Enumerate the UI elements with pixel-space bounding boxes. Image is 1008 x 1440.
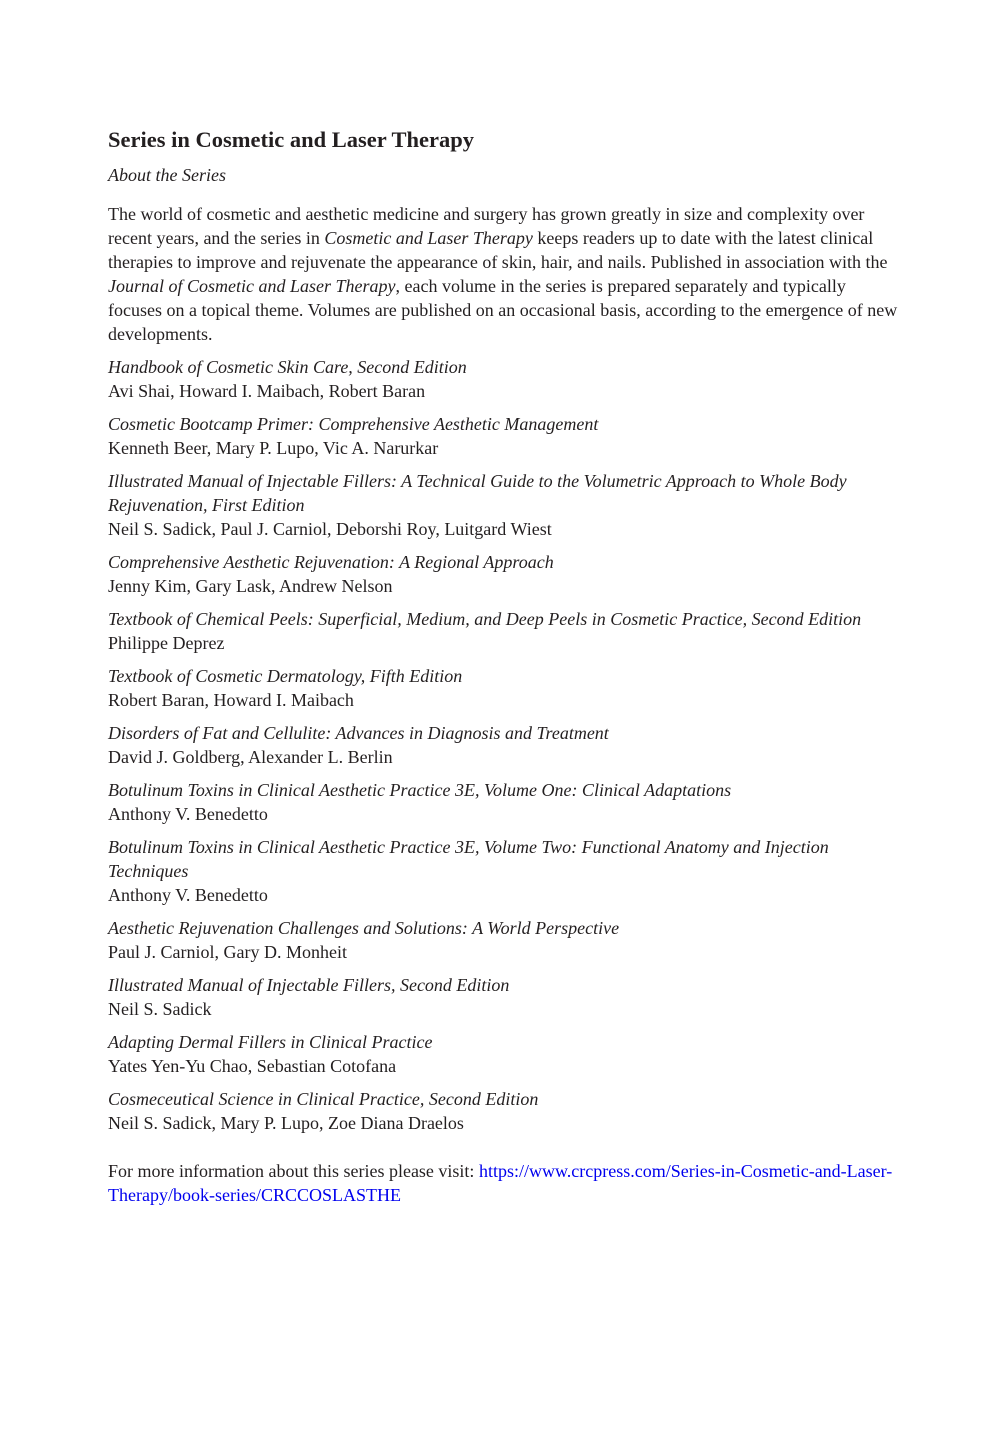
intro-text-3: , each volume in the series is prepared separately and typically focuses on a topical theme. Volumes are published on an occasional basis, according to the emergence of new developments.: [108, 276, 898, 344]
book-title: Disorders of Fat and Cellulite: Advances in Diagnosis and Treatment: [108, 723, 609, 743]
book-list: [108, 355, 903, 1135]
book-authors: Anthony V. Benedetto: [108, 885, 268, 905]
book-title: Handbook of Cosmetic Skin Care, Second Edition: [108, 357, 467, 377]
book-authors: Anthony V. Benedetto: [108, 804, 268, 824]
book-entry: [108, 469, 903, 541]
book-entry: [108, 973, 903, 1021]
book-title: Botulinum Toxins in Clinical Aesthetic Practice 3E, Volume Two: Functional Anatomy and Injection Techniques: [108, 837, 829, 881]
intro-text-1: The world of cosmetic and aesthetic medicine and surgery has grown greatly in size and complexity over recent years, and the series in: [108, 204, 865, 248]
book-title: Comprehensive Aesthetic Rejuvenation: A Regional Approach: [108, 552, 554, 572]
book-authors: Kenneth Beer, Mary P. Lupo, Vic A. Narurkar: [108, 438, 439, 458]
book-authors: Neil S. Sadick, Paul J. Carniol, Deborshi Roy, Luitgard Wiest: [108, 519, 552, 539]
more-info: [108, 1159, 903, 1207]
book-title: Cosmeceutical Science in Clinical Practice, Second Edition: [108, 1089, 539, 1109]
book-authors: Paul J. Carniol, Gary D. Monheit: [108, 942, 347, 962]
book-title: Botulinum Toxins in Clinical Aesthetic Practice 3E, Volume One: Clinical Adaptations: [108, 780, 732, 800]
book-title: Aesthetic Rejuvenation Challenges and Solutions: A World Perspective: [108, 918, 620, 938]
book-title: Illustrated Manual of Injectable Fillers: A Technical Guide to the Volumetric Approach to Whole Body Rejuvenation, First Edition: [108, 471, 847, 515]
book-entry: [108, 916, 903, 964]
about-label: About the Series: [108, 165, 226, 185]
intro-italic-journal: Journal of Cosmetic and Laser Therapy: [108, 276, 396, 296]
book-entry: [108, 835, 903, 907]
more-info-text: For more information about this series please visit:: [108, 1161, 479, 1181]
book-authors: Neil S. Sadick, Mary P. Lupo, Zoe Diana Draelos: [108, 1113, 464, 1133]
book-title: Illustrated Manual of Injectable Fillers, Second Edition: [108, 975, 510, 995]
book-authors: Jenny Kim, Gary Lask, Andrew Nelson: [108, 576, 393, 596]
book-entry: [108, 1087, 903, 1135]
book-entry: [108, 412, 903, 460]
intro-paragraph: [108, 202, 903, 346]
series-link[interactable]: https://www.crcpress.com/Series-in-Cosmetic-and-Laser-Therapy/book-series/CRCCOSLASTHE: [108, 1161, 893, 1205]
series-title: Series in Cosmetic and Laser Therapy: [108, 127, 475, 152]
book-title: Cosmetic Bootcamp Primer: Comprehensive Aesthetic Management: [108, 414, 599, 434]
book-authors: Philippe Deprez: [108, 633, 225, 653]
book-entry: [108, 721, 903, 769]
book-title: Textbook of Cosmetic Dermatology, Fifth Edition: [108, 666, 463, 686]
book-authors: Robert Baran, Howard I. Maibach: [108, 690, 354, 710]
book-title: Adapting Dermal Fillers in Clinical Practice: [108, 1032, 433, 1052]
book-authors: Yates Yen-Yu Chao, Sebastian Cotofana: [108, 1056, 397, 1076]
intro-text-2: keeps readers up to date with the latest clinical therapies to improve and rejuvenate the appearance of skin, hair, and nails. Published in association with the: [108, 228, 888, 272]
book-title: Textbook of Chemical Peels: Superficial, Medium, and Deep Peels in Cosmetic Practice, Second Edition: [108, 609, 862, 629]
intro-italic-series: Cosmetic and Laser Therapy: [324, 228, 533, 248]
book-entry: [108, 355, 903, 403]
book-authors: Neil S. Sadick: [108, 999, 212, 1019]
book-entry: [108, 1030, 903, 1078]
book-entry: [108, 607, 903, 655]
book-entry: [108, 550, 903, 598]
book-entry: [108, 664, 903, 712]
book-authors: David J. Goldberg, Alexander L. Berlin: [108, 747, 393, 767]
document-page: [108, 126, 903, 1225]
book-entry: [108, 778, 903, 826]
book-authors: Avi Shai, Howard I. Maibach, Robert Baran: [108, 381, 426, 401]
